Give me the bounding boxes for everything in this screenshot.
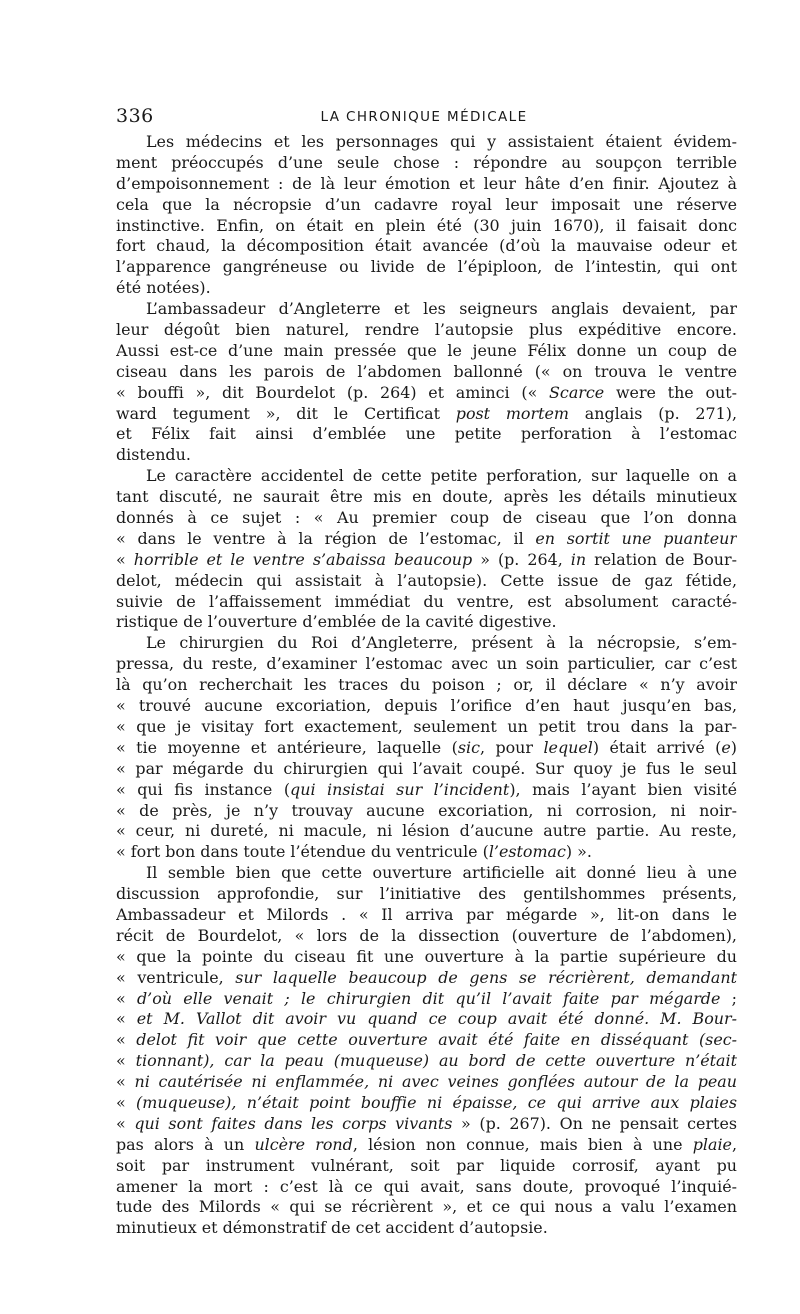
text-line: d’empoisonnement : de là leur émotion et leur hâte d’en finir. Ajoutez à: [116, 173, 737, 193]
text-line: « par mégarde du chirurgien qui l’avait coupé. Sur quoy je fus le seul: [116, 758, 737, 778]
body-text: [116, 132, 737, 1239]
text-line: « que la pointe du ciseau fit une ouverture à la partie supérieure du: [116, 946, 737, 966]
text-line: ciseau dans les parois de l’abdomen ballonné (« on trouva le ventre: [116, 361, 737, 381]
text-line: pas alors à un ulcère rond, lésion non connue, mais bien à une plaie,: [116, 1134, 737, 1154]
text-line: amener la mort : c’est là ce qui avait, sans doute, provoqué l’inquié-: [116, 1176, 737, 1196]
running-title: LA CHRONIQUE MÉDICALE: [320, 109, 528, 125]
text-line: discussion approfondie, sur l’initiative des gentilshommes présents,: [116, 884, 737, 904]
text-line: et Félix fait ainsi d’emblée une petite perforation à l’estomac: [116, 424, 737, 444]
page-number: 336: [116, 105, 154, 127]
text-line: « tionnant), car la peau (muqueuse) au bord de cette ouverture n’était: [116, 1051, 737, 1071]
text-line: tant discuté, ne saurait être mis en doute, après les détails minutieux: [116, 487, 737, 507]
text-line: « dans le ventre à la région de l’estomac, il en sortit une puanteur: [116, 528, 737, 548]
text-line: minutieux et démonstratif de cet accident d’autopsie.: [116, 1218, 548, 1238]
text-line: Le caractère accidentel de cette petite perforation, sur laquelle on a: [146, 466, 737, 486]
text-line: ward tegument », dit le Certificat post mortem anglais (p. 271),: [116, 403, 737, 423]
page-header: [116, 104, 732, 128]
text-line: « qui sont faites dans les corps vivants » (p. 267). On ne pensait certes: [116, 1113, 737, 1133]
text-line: instinctive. Enfin, on était en plein été (30 juin 1670), il faisait donc: [116, 215, 737, 235]
text-line: Ambassadeur et Milords . « Il arriva par mégarde », lit-on dans le: [116, 904, 737, 924]
text-line: distendu.: [116, 445, 191, 465]
text-line: L’ambassadeur d’Angleterre et les seigneurs anglais devaient, par: [146, 299, 737, 319]
text-line: « qui fis instance (qui insistai sur l’incident), mais l’ayant bien visité: [116, 779, 737, 799]
text-line: ment préoccupés d’une seule chose : répondre au soupçon terrible: [116, 152, 737, 172]
text-line: « bouffi », dit Bourdelot (p. 264) et aminci (« Scarce were the out-: [116, 382, 737, 402]
text-line: ristique de l’ouverture d’emblée de la cavité digestive.: [116, 612, 557, 632]
text-line: « tie moyenne et antérieure, laquelle (sic, pour lequel) était arrivé (e): [116, 737, 737, 757]
text-line: Les médecins et les personnages qui y assistaient étaient évidem-: [146, 132, 737, 151]
text-line: donnés à ce sujet : « Au premier coup de ciseau que l’on donna: [116, 508, 737, 528]
text-line: « et M. Vallot dit avoir vu quand ce coup avait été donné. M. Bour-: [116, 1009, 737, 1029]
text-line: « horrible et le ventre s’abaissa beaucoup » (p. 264, in relation de Bour-: [116, 549, 737, 569]
text-line: « que je visitay fort exactement, seulement un petit trou dans la par-: [116, 716, 737, 736]
text-line: « d’où elle venait ; le chirurgien dit qu’il l’avait faite par mégarde ;: [116, 988, 737, 1008]
text-line: fort chaud, la décomposition était avancée (d’où la mauvaise odeur et: [116, 236, 737, 256]
text-line: Le chirurgien du Roi d’Angleterre, présent à la nécropsie, s’em-: [146, 633, 737, 653]
text-line: « ventricule, sur laquelle beaucoup de gens se récrièrent, demandant: [116, 967, 737, 987]
text-line: tude des Milords « qui se récrièrent », et ce qui nous a valu l’examen: [116, 1197, 737, 1217]
text-line: là qu’on recherchait les traces du poison ; or, il déclare « n’y avoir: [116, 675, 737, 695]
text-line: « ni cautérisée ni enflammée, ni avec veines gonflées autour de la peau: [116, 1072, 737, 1092]
text-line: « de près, je n’y trouvay aucune excoriation, ni corrosion, ni noir-: [116, 800, 737, 820]
text-line: Aussi est-ce d’une main pressée que le jeune Félix donne un coup de: [116, 340, 737, 360]
text-line: leur dégoût bien naturel, rendre l’autopsie plus expéditive encore.: [116, 320, 737, 340]
text-line: delot, médecin qui assistait à l’autopsie). Cette issue de gaz fétide,: [116, 570, 737, 590]
text-line: pressa, du reste, d’examiner l’estomac avec un soin particulier, car c’est: [116, 654, 737, 674]
text-line: récit de Bourdelot, « lors de la dissection (ouverture de l’abdomen),: [116, 925, 737, 945]
text-line: Il semble bien que cette ouverture artificielle ait donné lieu à une: [146, 863, 737, 883]
text-line: été notées).: [116, 278, 211, 298]
text-line: « delot fit voir que cette ouverture avait été faite en disséquant (sec-: [116, 1030, 737, 1050]
text-line: suivie de l’affaissement immédiat du ventre, est absolument caracté-: [116, 591, 737, 611]
text-line: « fort bon dans toute l’étendue du ventricule (l’estomac) ».: [116, 842, 592, 862]
text-line: « (muqueuse), n’était point bouffie ni épaisse, ce qui arrive aux plaies: [116, 1092, 737, 1112]
text-line: l’apparence gangréneuse ou livide de l’épiploon, de l’intestin, qui ont: [116, 257, 737, 277]
text-line: cela que la nécropsie d’un cadavre royal leur imposait une réserve: [116, 194, 737, 214]
text-line: soit par instrument vulnérant, soit par liquide corrosif, ayant pu: [116, 1155, 737, 1175]
text-line: « trouvé aucune excoriation, depuis l’orifice d’en haut jusqu’en bas,: [116, 696, 737, 716]
text-line: « ceur, ni dureté, ni macule, ni lésion d’aucune autre partie. Au reste,: [116, 821, 737, 841]
